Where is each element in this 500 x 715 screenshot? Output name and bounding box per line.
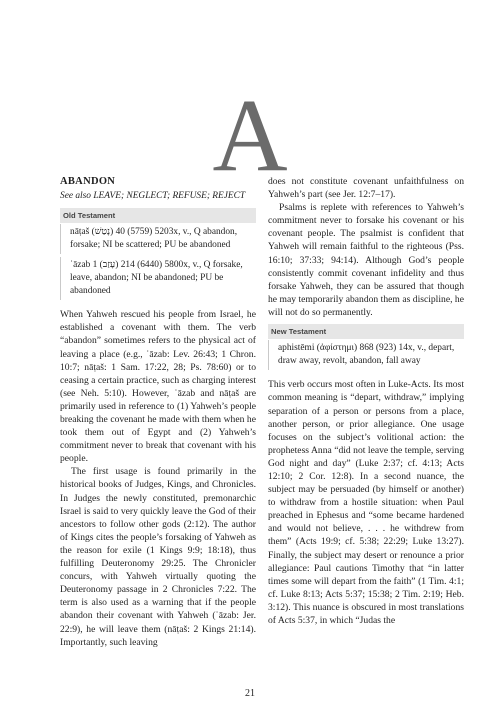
see-also-line: See also LEAVE; NEGLECT; REFUSE; REJECT [60,191,246,202]
paragraph: Psalms is replete with references to Yahweh’s commitment never to forsake his covenant or his covenant people. The psalmist is confident that Yahweh will remain faithful to the righteous (Pss. 16:10; 37:33; 94:14). Although God’s people consistently commit covenant infidelity and thus forsake Yahweh, they can be assured that though he may temporarily abandon them as discipline, he will not do so permanently. [268,202,464,318]
new-testament-label: New Testament [268,324,464,339]
paragraph: The first usage is found primarily in the historical books of Judges, Kings, and Chronicles. In Judges the newly constituted, premonarchic Israel is said to very quickly leave the God of their ancestors to follow other gods (2:12). The author of Kings cites the people’s forsaking of Yahweh as the reason for exile (1 Kings 9:9; 18:18), thus fulfilling Deuteronomy 29:25. The Chronicler concurs, with Yahweh virtually quoting the Deuteronomy passage in 2 Chronicles 7:22. The term is also used as a warning that if the people abandon their covenant with Yahweh (ʿāzab: Jer. 22:9), he will leave them (nāṭaš: 2 Kings 21:14). Importantly, such leaving [60,466,256,648]
old-testament-label: Old Testament [60,208,256,223]
right-column [268,175,464,627]
lexical-entry-natash: nāṭaš (נָטַשׁ) 5203 (5759) 40x, v., Q abandon, forsake; NI be scattered; PU be abandoned [60,224,256,254]
paragraph: does not constitute covenant unfaithfulness on Yahweh’s part (see Jer. 12:7–17). [268,176,464,201]
entry-heading: ABANDON [60,176,116,187]
section-letter: A [212,78,288,193]
paragraph: This verb occurs most often in Luke-Acts. Its most common meaning is “depart, withdraw,” implying separation of a person or persons from a place, another person, or prior allegiance. One usage focuses on the subject’s volitional action: the prophetess Anna “did not leave the temple, serving God night and day” (Luke 2:37; cf. 4:13; Acts 12:10; 2 Cor. 12:8). In a second nuance, the subject may be persuaded (by himself or another) to withdraw from a hostile situation: when Paul preached in Ephesus and “some became hardened and would not believe, . . . he withdrew from them” (Acts 19:9; cf. 5:38; 22:29; Luke 13:27). Finally, the subject may desert or renounce a prior allegiance: Paul cautions Timothy that “in latter times some will depart from the faith” (1 Tim. 4:1; cf. Luke 8:13; Acts 5:37; 15:38; 2 Tim. 2:19; Heb. 3:12). This nuance is obscured in most translations of Acts 5:37, in which “Judas the [268,379,464,626]
lexical-entry-azab: ʿāzab 1 (עָזַב) 5800 (6440) 214x, v., Q forsake, leave, abandon; NI be abandoned; PU be abandoned [60,257,256,300]
paragraph: When Yahweh rescued his people from Israel, he established a covenant with them. The verb “abandon” sometimes refers to the physical act of leaving a place (e.g., ʿāzab: Lev. 26:43; 1 Chron. 10:7; nāṭaš: 1 Sam. 17:22, 28; Ps. 78:60) or to ceasing a certain practice, such as charging interest (see Neh. 5:10). However, ʿāzab and nāṭaš are primarily used in reference to (1) Yahweh’s people breaking the covenant he made with them when he took them out of Egypt and (2) Yahweh’s commitment never to break that covenant with his people. [60,309,256,465]
page-number: 21 [245,688,255,699]
left-column [60,175,256,649]
lexical-entry-aphistemi: aphistēmi (ἀφίστημι) 868 (923) 14x, v., depart, draw away, revolt, abandon, fall away [268,340,464,370]
